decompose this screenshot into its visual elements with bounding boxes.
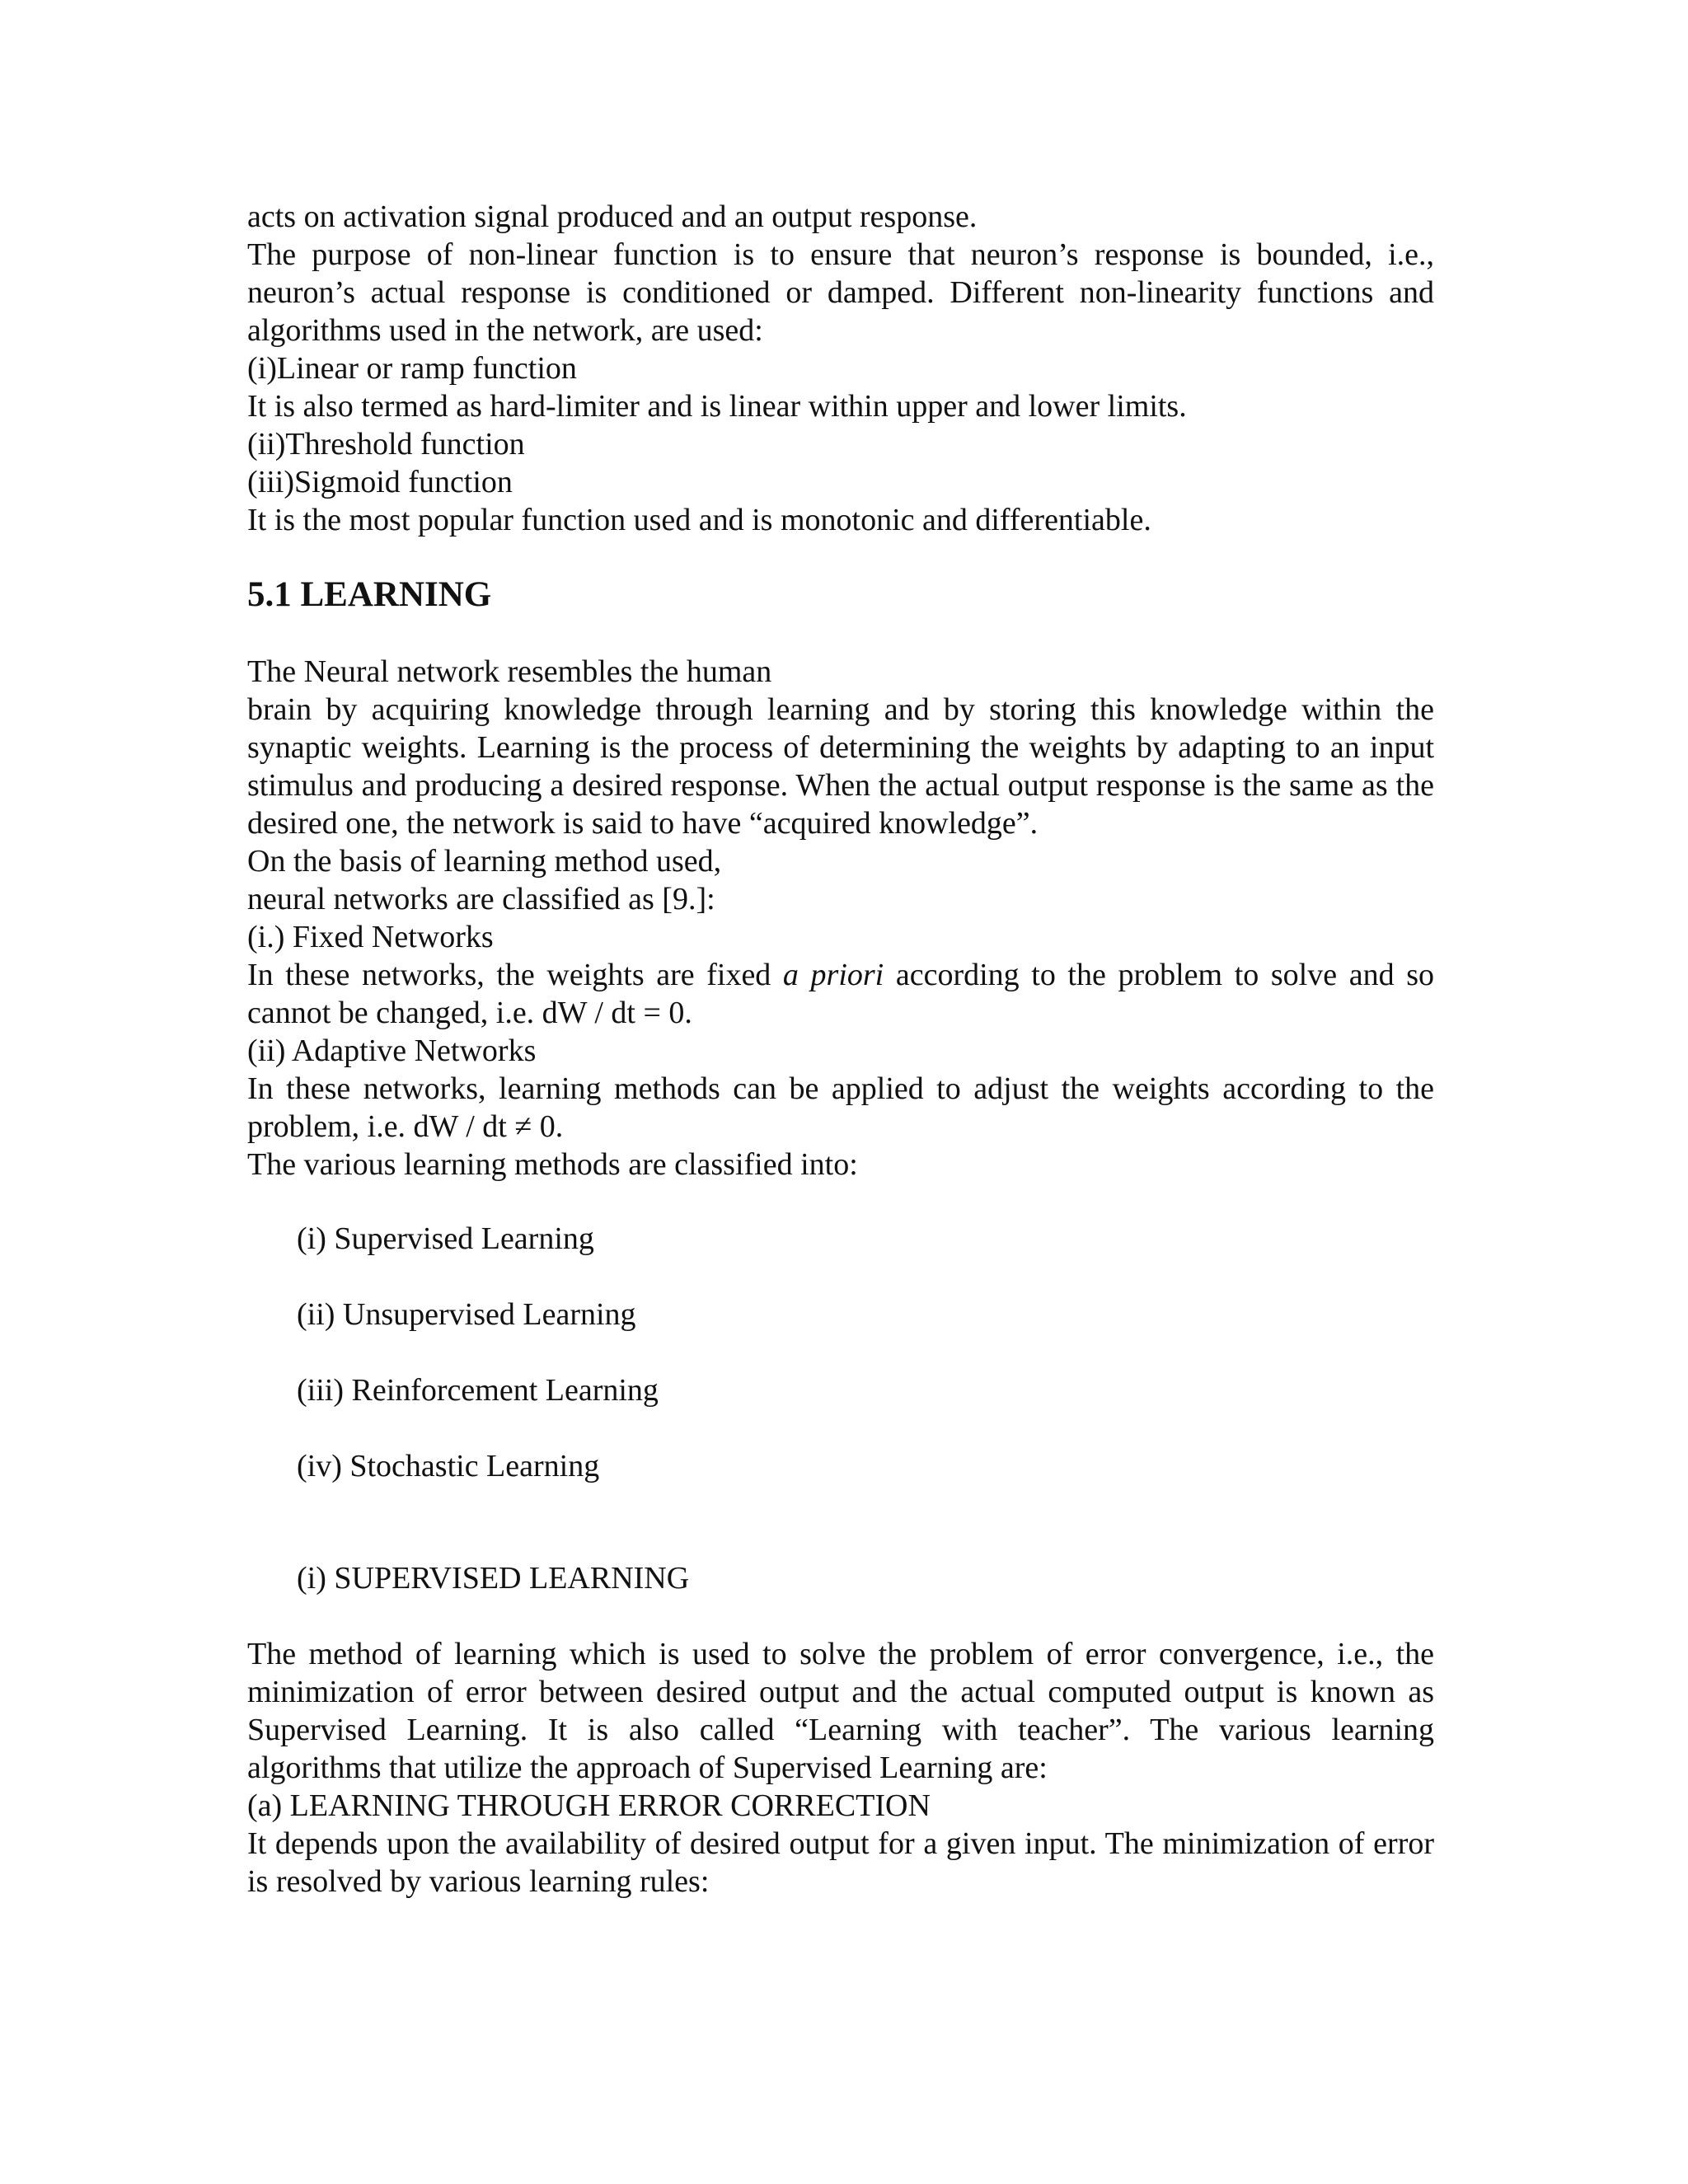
fixed-desc-text-end: according to the problem to solve and so cannot be changed, i.e. dW / dt = 0. bbox=[247, 958, 1434, 1030]
learning-paragraph-first-line: The Neural network resembles the human bbox=[247, 654, 772, 689]
a-priori-italic: a priori bbox=[782, 958, 884, 992]
list-item: (iv) Stochastic Learning bbox=[297, 1449, 600, 1483]
error-correction-title: (a) LEARNING THROUGH ERROR CORRECTION bbox=[247, 1788, 931, 1823]
document-page bbox=[247, 198, 1434, 1900]
linear-ramp-function-desc: It is also termed as hard-limiter and is linear within upper and lower limits. bbox=[247, 389, 1187, 424]
linear-ramp-function-title: (i)Linear or ramp function bbox=[247, 351, 577, 386]
nonlinear-purpose-paragraph: The purpose of non-linear function is to ensure that neuron’s response is bounded, i.e., neuron’s actual response is conditioned or damped. Different non-linearity functions and algorithms used in the network, are used: bbox=[247, 237, 1434, 348]
intro-continuation: acts on activation signal produced and an output response. bbox=[247, 199, 978, 234]
learning-methods-list bbox=[247, 1220, 1434, 1485]
list-item: (i) Supervised Learning bbox=[297, 1221, 594, 1256]
adaptive-networks-desc: In these networks, learning methods can be applied to adjust the weights according to the problem, i.e. dW / dt ≠ 0. bbox=[247, 1071, 1434, 1144]
section-heading-learning: 5.1 LEARNING bbox=[247, 575, 492, 614]
sigmoid-function-title: (iii)Sigmoid function bbox=[247, 465, 513, 499]
list-item: (iii) Reinforcement Learning bbox=[297, 1373, 659, 1408]
fixed-desc-text: In these networks, the weights are fixed bbox=[247, 958, 783, 992]
classification-basis-line2: neural networks are classified as [9.]: bbox=[247, 882, 715, 916]
learning-methods-intro: The various learning methods are classified into: bbox=[247, 1147, 858, 1182]
threshold-function-title: (ii)Threshold function bbox=[247, 427, 525, 462]
supervised-learning-heading: (i) SUPERVISED LEARNING bbox=[297, 1561, 690, 1596]
adaptive-networks-title: (ii) Adaptive Networks bbox=[247, 1033, 537, 1068]
supervised-learning-desc: The method of learning which is used to solve the problem of error convergence, i.e., the minimization of error between desired output and the actual computed output is known as Supervised Learning. It is also called “Learning with teacher”. The various learning algorithms that utilize the approach of Supervised Learning are: bbox=[247, 1637, 1434, 1785]
fixed-networks-desc bbox=[247, 956, 1434, 1032]
learning-paragraph: brain by acquiring knowledge through learning and by storing this knowledge within the synaptic weights. Learning is the process of determining the weights by adapting to an input stimulus and producing a desired response. When the actual output response is the same as the desired one, the network is said to have “acquired knowledge”. bbox=[247, 692, 1434, 841]
sigmoid-function-desc: It is the most popular function used and is monotonic and differentiable. bbox=[247, 503, 1151, 537]
classification-basis-line1: On the basis of learning method used, bbox=[247, 844, 722, 879]
fixed-networks-title: (i.) Fixed Networks bbox=[247, 920, 494, 954]
list-item: (ii) Unsupervised Learning bbox=[297, 1297, 636, 1332]
error-correction-desc: It depends upon the availability of desired output for a given input. The minimization of error is resolved by various learning rules: bbox=[247, 1826, 1434, 1899]
